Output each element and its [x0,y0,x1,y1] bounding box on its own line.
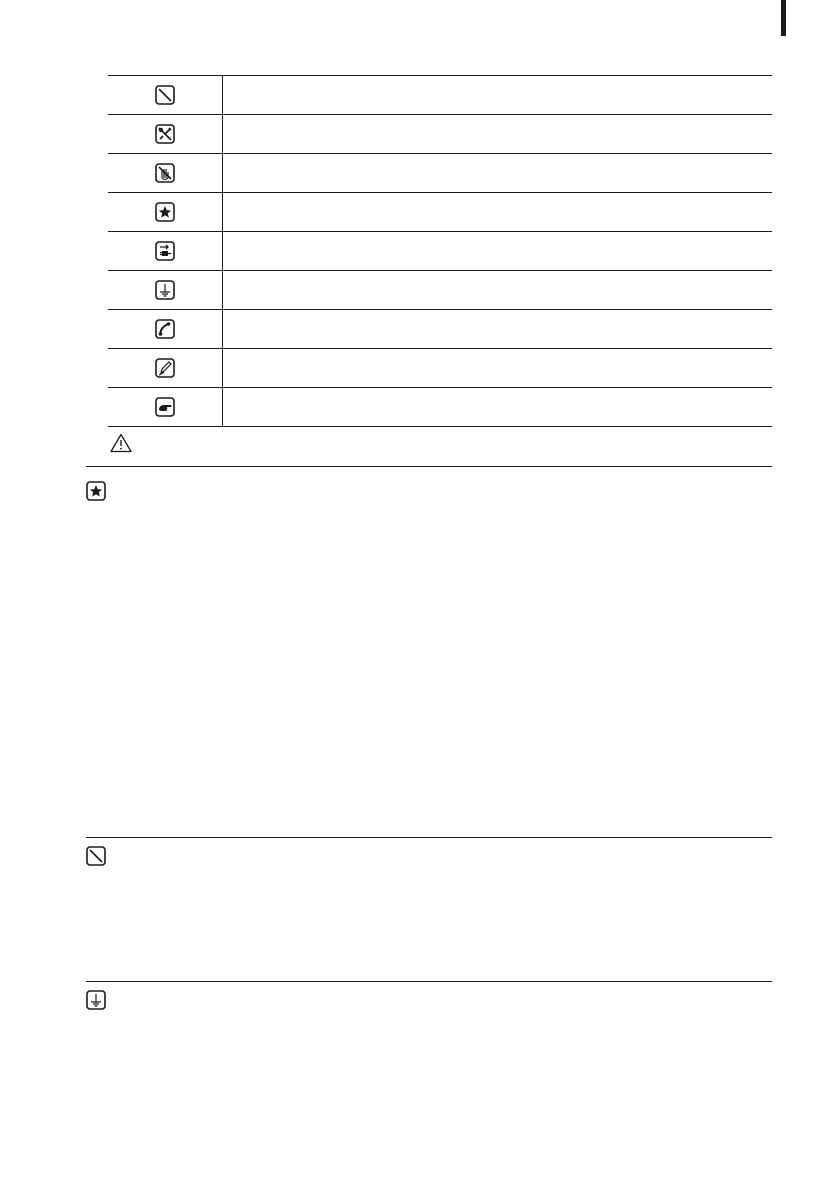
symbol-description [223,388,772,426]
call-service-icon [155,319,175,339]
pointing-hand-icon [155,397,175,417]
symbol-description [223,349,772,387]
table-row [108,193,772,232]
table-row [108,388,772,427]
unplug-icon [155,241,175,261]
symbol-description [223,193,772,231]
table-row [108,349,772,388]
table-row [108,271,772,310]
symbol-description [223,232,772,270]
do-not-disassemble-icon [155,124,175,144]
warning-triangle-icon [110,433,132,453]
symbol-description [223,271,772,309]
warning-row [86,424,772,467]
ground-icon [155,280,175,300]
ground-icon [86,990,106,1010]
symbol-description [223,154,772,192]
symbol-description [223,310,772,348]
important-star-icon [86,481,106,501]
prohibited-icon [155,85,175,105]
table-row [108,76,772,115]
symbol-description [223,76,772,114]
page-edge-tab [781,0,786,36]
important-star-icon [155,202,175,222]
table-row [108,232,772,271]
table-row [108,310,772,349]
symbol-legend-table [108,75,772,427]
note-pencil-icon [155,358,175,378]
section-divider [86,981,772,982]
section-divider [86,837,772,838]
table-row [108,115,772,154]
do-not-touch-icon [155,163,175,183]
symbol-description [223,115,772,153]
prohibited-icon [86,846,106,866]
table-row [108,154,772,193]
